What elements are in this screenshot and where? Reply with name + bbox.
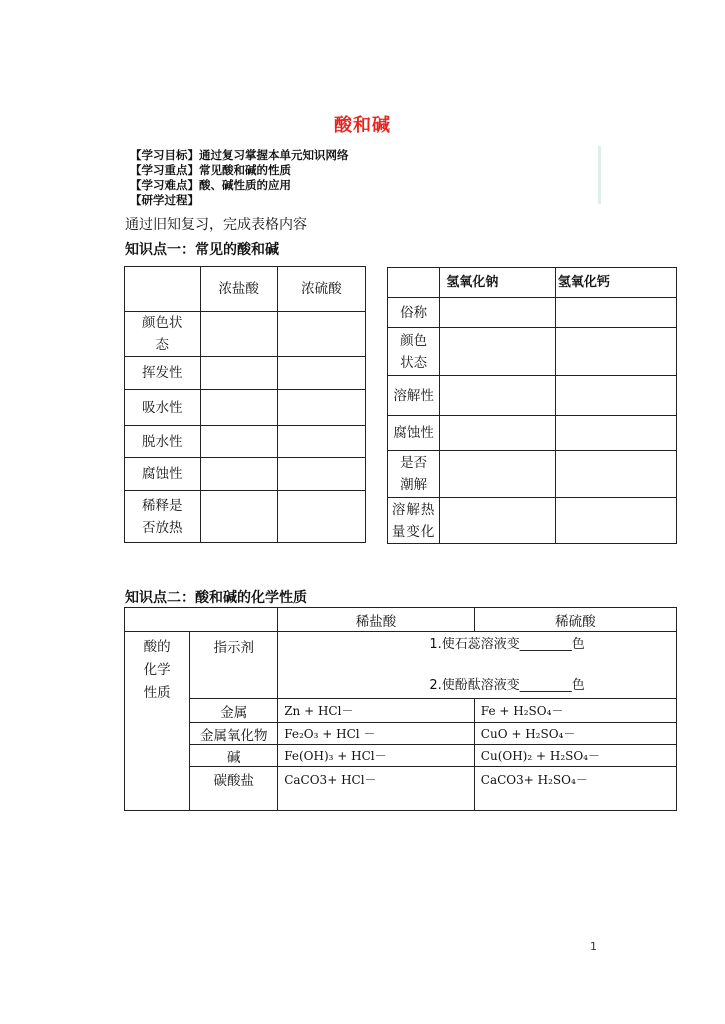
table1-row-dilution-heat: 稀释是否放热	[125, 491, 201, 543]
table-cell	[277, 426, 365, 458]
acid-properties-table	[124, 266, 366, 543]
table-cell	[440, 416, 556, 451]
table1-corner	[125, 267, 201, 312]
table2-header-naoh: 氢氧化钠	[440, 268, 556, 298]
table-cell	[277, 458, 365, 491]
table1-row-corrosion: 腐蚀性	[125, 458, 201, 491]
table2-header-caoh2: 氢氧化钙	[555, 268, 676, 298]
table-cell	[555, 451, 676, 498]
table3-hcl-carbonate: CaCO3+ HCl－	[278, 767, 475, 811]
phenolphthalein-instruction: 2.使酚酞溶液变________色	[429, 678, 585, 693]
table3-h2so4-metal: Fe + H₂SO₄－	[474, 699, 676, 723]
table-cell	[555, 376, 676, 416]
table3-row-label-base: 碱	[190, 745, 278, 767]
base-properties-table	[387, 267, 677, 544]
table3-hcl-base: Fe(OH)₃ + HCl－	[278, 745, 475, 767]
table2-row-color: 颜色状态	[388, 328, 440, 376]
table-cell	[277, 357, 365, 390]
study-process: 【研学过程】	[130, 193, 199, 207]
table-cell	[555, 298, 676, 328]
table-cell	[200, 491, 277, 543]
intro-text: 通过旧知复习，完成表格内容	[125, 217, 307, 233]
table3-h2so4-carbonate: CaCO3+ H₂SO₄－	[474, 767, 676, 811]
table-cell	[200, 390, 277, 426]
table3-h2so4-metal-oxide: CuO + H₂SO₄－	[474, 723, 676, 745]
table3-row-label-carbonate: 碳酸盐	[190, 767, 278, 811]
table3-row-label-metal-oxide: 金属氧化物	[190, 723, 278, 745]
section2-title: 知识点二：酸和碱的化学性质	[125, 590, 307, 606]
table-cell	[200, 426, 277, 458]
table2-row-heat-change: 溶解热量变化	[388, 498, 440, 544]
table-cell	[200, 357, 277, 390]
table3-row-label-metal: 金属	[190, 699, 278, 723]
table-cell	[555, 416, 676, 451]
table1-row-volatility: 挥发性	[125, 357, 201, 390]
table3-corner	[125, 608, 278, 632]
page-number: 1	[590, 940, 597, 953]
learning-focus: 【学习重点】常见酸和碱的性质	[130, 163, 291, 177]
margin-bar	[598, 146, 601, 204]
table-cell	[555, 328, 676, 376]
table3-hcl-metal-oxide: Fe₂O₃ + HCl －	[278, 723, 475, 745]
table2-row-solubility: 溶解性	[388, 376, 440, 416]
table-cell	[440, 376, 556, 416]
table-cell	[440, 451, 556, 498]
table-cell	[555, 498, 676, 544]
table2-corner	[388, 268, 440, 298]
table-cell	[440, 328, 556, 376]
table2-row-common-name: 俗称	[388, 298, 440, 328]
table-cell	[277, 491, 365, 543]
table2-row-corrosion: 腐蚀性	[388, 416, 440, 451]
table3-h2so4-base: Cu(OH)₂ + H₂SO₄－	[474, 745, 676, 767]
table3-indicator-label: 指示剂	[190, 632, 278, 699]
table1-header-h2so4: 浓硫酸	[277, 267, 365, 312]
table3-hcl-metal: Zn + HCl－	[278, 699, 475, 723]
table-cell	[200, 312, 277, 357]
table2-row-deliquescence: 是否潮解	[388, 451, 440, 498]
section1-title: 知识点一：常见的酸和碱	[125, 242, 279, 258]
table3-indicator-cell	[278, 632, 677, 699]
table3-header-dilute-h2so4: 稀硫酸	[474, 608, 676, 632]
document-title: 酸和碱	[334, 115, 391, 136]
table1-row-color: 颜色状态	[125, 312, 201, 357]
table-cell	[440, 498, 556, 544]
table1-row-dehydration: 脱水性	[125, 426, 201, 458]
table-cell	[200, 458, 277, 491]
table3-header-dilute-hcl: 稀盐酸	[278, 608, 475, 632]
table-cell	[277, 312, 365, 357]
table-cell	[440, 298, 556, 328]
table1-header-hcl: 浓盐酸	[200, 267, 277, 312]
table3-side-label: 酸的化学性质	[125, 632, 190, 811]
learning-goal: 【学习目标】通过复习掌握本单元知识网络	[130, 148, 349, 162]
learning-difficulty: 【学习难点】酸、碱性质的应用	[130, 178, 291, 192]
table1-row-absorption: 吸水性	[125, 390, 201, 426]
table-cell	[277, 390, 365, 426]
litmus-instruction: 1.使石蕊溶液变________色	[429, 637, 585, 652]
acid-chemical-properties-table	[124, 607, 677, 811]
